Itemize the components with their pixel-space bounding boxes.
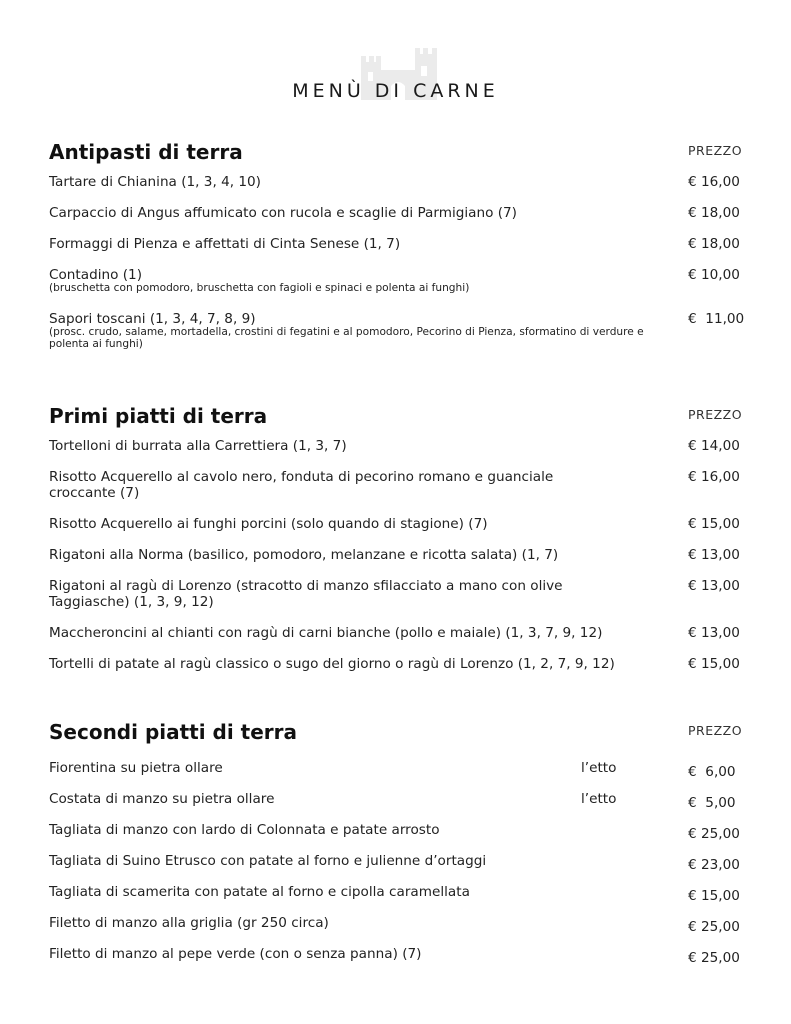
item-name: Contadino (1) [49,267,142,283]
item-name: Tagliata di Suino Etrusco con patate al forno e julienne d’ortaggi [49,853,487,869]
item-note: (prosc. crudo, salame, mortadella, crostini di fegatini e al pomodoro, Pecorino di Pienza, sformatino di verdure e polenta ai funghi) [49,326,644,350]
item-unit: l’etto [581,791,617,807]
item-name: Risotto Acquerello ai funghi porcini (solo quando di stagione) (7) [49,516,488,532]
section-title: Primi piatti di terra [49,404,268,428]
item-price: € 6,00 [688,764,736,780]
item-price: € 5,00 [688,795,736,811]
item-price: € 25,00 [688,919,740,935]
item-note: (bruschetta con pomodoro, bruschetta con fagioli e spinaci e polenta ai funghi) [49,282,470,294]
item-name: Rigatoni alla Norma (basilico, pomodoro, melanzane e ricotta salata) (1, 7) [49,547,559,563]
item-name: Tagliata di scamerita con patate al forno e cipolla caramellata [49,884,470,900]
section-primi [0,404,791,672]
price-header: PREZZO [688,143,743,158]
item-price: € 13,00 [688,625,740,641]
item-name: Fiorentina su pietra ollare [49,760,223,776]
item-price: € 25,00 [688,826,740,842]
item-price: € 15,00 [688,516,740,532]
item-name: Filetto di manzo alla griglia (gr 250 circa) [49,915,329,931]
item-price: € 18,00 [688,205,740,221]
item-name: Carpaccio di Angus affumicato con rucola e scaglie di Parmigiano (7) [49,205,517,221]
price-header: PREZZO [688,407,743,422]
item-name: Formaggi di Pienza e affettati di Cinta Senese (1, 7) [49,236,401,252]
section-title: Secondi piatti di terra [49,720,298,744]
item-name: Filetto di manzo al pepe verde (con o senza panna) (7) [49,946,422,962]
item-price: € 14,00 [688,438,740,454]
item-price: € 16,00 [688,469,740,485]
item-price: € 13,00 [688,547,740,563]
item-name: Sapori toscani (1, 3, 4, 7, 8, 9) [49,311,256,327]
item-name: Rigatoni al ragù di Lorenzo (stracotto di manzo sfilacciato a mano con olive Taggiasche) (1, 3, 9, 12) [49,578,563,610]
page-title: MENÙ DI CARNE [292,80,499,102]
item-name: Tortelli di patate al ragù classico o sugo del giorno o ragù di Lorenzo (1, 2, 7, 9, 12) [49,656,615,672]
section-antipasti [0,140,791,350]
item-name: Maccheroncini al chianti con ragù di carni bianche (pollo e maiale) (1, 3, 7, 9, 12) [49,625,603,641]
item-name: Tagliata di manzo con lardo di Colonnata e patate arrosto [49,822,440,838]
item-price: € 15,00 [688,888,740,904]
item-name: Costata di manzo su pietra ollare [49,791,275,807]
price-header: PREZZO [688,723,743,738]
item-price: € 25,00 [688,950,740,966]
item-price: € 15,00 [688,656,740,672]
item-name: Tartare di Chianina (1, 3, 4, 10) [49,174,261,190]
item-price: € 11,00 [688,311,745,327]
item-unit: l’etto [581,760,617,776]
item-price: € 23,00 [688,857,740,873]
item-price: € 10,00 [688,267,740,283]
item-price: € 16,00 [688,174,740,190]
item-price: € 18,00 [688,236,740,252]
section-title: Antipasti di terra [49,140,243,164]
item-name: Risotto Acquerello al cavolo nero, fonduta di pecorino romano e guanciale croccante (7) [49,469,554,501]
item-price: € 13,00 [688,578,740,594]
section-secondi [0,720,791,966]
item-name: Tortelloni di burrata alla Carrettiera (1, 3, 7) [49,438,347,454]
